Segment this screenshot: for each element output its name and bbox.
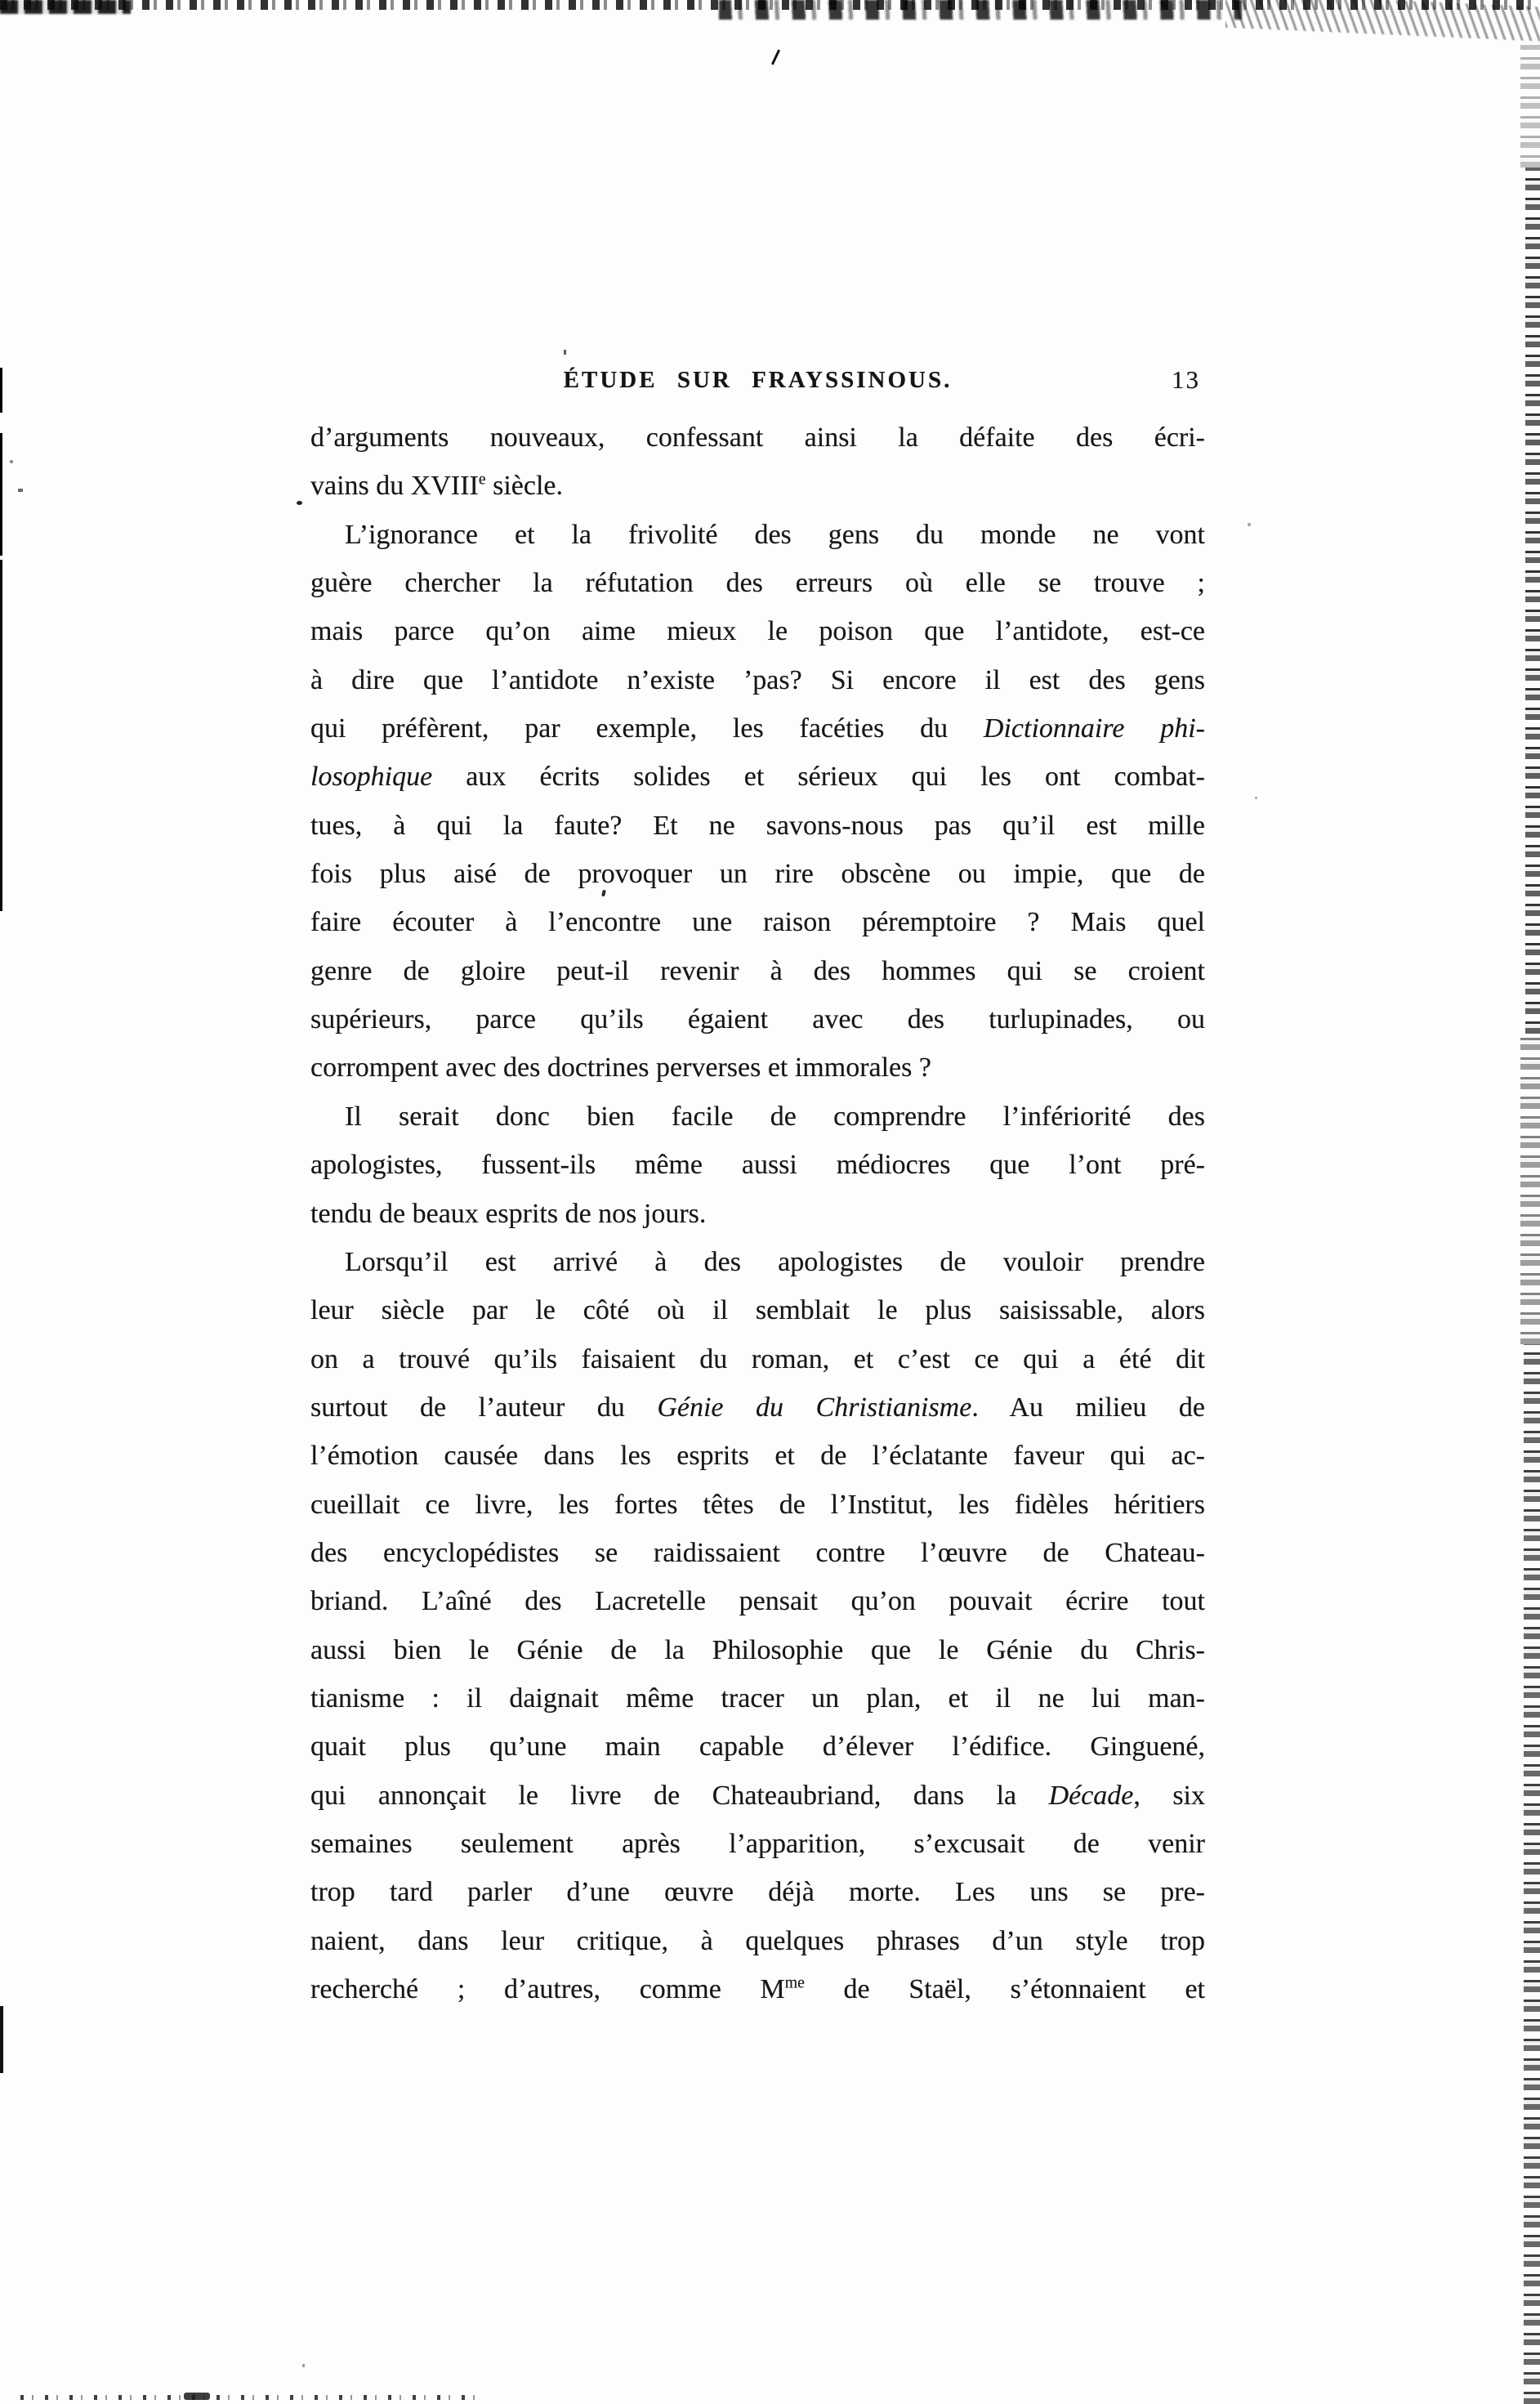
paragraph	[310, 1093, 1205, 1238]
scan-noise-left-tick	[0, 2006, 3, 2073]
paragraph	[310, 413, 1205, 511]
text-line: d’arguments nouveaux, confessant ainsi la défaite des écri-	[310, 422, 1205, 453]
scan-noise-bottom-blot	[184, 2393, 210, 2400]
text-line: tues, à qui la faute? Et ne savons-nous pas qu’il est mille	[310, 810, 1205, 841]
text-line: Lorsqu’il est arrivé à des apologistes de vouloir prendre	[345, 1246, 1205, 1277]
text-line: losophique aux écrits solides et sérieux qui les ont combat-	[310, 762, 1205, 793]
scan-noise-speck	[1248, 523, 1251, 526]
text-line: recherché ; d’autres, comme $M^{me}$ de Staël, s’étonnaient et	[310, 1973, 1205, 2004]
text-line: on a trouvé qu’ils faisaient du roman, et c’est ce qui a été dit	[310, 1343, 1205, 1374]
scan-noise-speck	[10, 460, 13, 463]
text-line: qui préfèrent, par exemple, les facéties du Dictionnaire phi-	[310, 713, 1205, 744]
text-line: tianisme : il daignait même tracer un plan, et il ne lui man-	[310, 1682, 1205, 1714]
text-line: trop tard parler d’une œuvre déjà morte. Les uns se pre-	[310, 1877, 1205, 1908]
paragraph	[310, 511, 1205, 1093]
text-line: corrompent avec des doctrines perverses et immorales ?	[310, 1052, 931, 1084]
scan-noise-bottom-edge	[20, 2395, 478, 2400]
text-line: l’émotion causée dans les esprits et de l’éclatante faveur qui ac-	[310, 1441, 1205, 1472]
text-line: vains du XVIIIe siècle.	[310, 471, 563, 502]
text-line: qui annonçait le livre de Chateaubriand, dans la Décade, six	[310, 1780, 1205, 1811]
scan-noise-speck	[302, 2364, 305, 2367]
text-line: leur siècle par le côté où il semblait le plus saisissable, alors	[310, 1295, 1205, 1326]
text-line: des encyclopédistes se raidissaient contre l’œuvre de Chateau-	[310, 1537, 1205, 1568]
text-line: faire écouter à l’encontre une raison péremptoire ? Mais quel	[310, 907, 1205, 938]
text-line: semaines seulement après l’apparition, s’excusait de venir	[310, 1828, 1205, 1859]
text-line: briand. L’aîné des Lacretelle pensait qu’on pouvait écrire tout	[310, 1586, 1205, 1617]
text-line: genre de gloire peut-il revenir à des hommes qui se croient	[310, 955, 1205, 986]
text-line: quait plus qu’une main capable d’élever l’édifice. Ginguené,	[310, 1732, 1205, 1763]
scan-noise-speck	[564, 350, 566, 355]
header-title: ÉTUDE SUR FRAYSSINOUS.	[563, 367, 953, 393]
paragraph	[310, 1238, 1205, 2014]
scan-noise-top-left	[0, 0, 131, 14]
scan-noise-left-line	[0, 560, 2, 911]
scan-noise-right-gutter	[1520, 0, 1540, 2404]
text-line: mais parce qu’on aime mieux le poison que l’antidote, est-ce	[310, 616, 1205, 647]
scan-noise-speck	[18, 489, 23, 492]
scan-noise-top-blotch	[719, 0, 1242, 20]
text-line: L’ignorance et la frivolité des gens du monde ne vont	[345, 519, 1205, 550]
text-line: Il serait donc bien facile de comprendre l’infériorité des	[345, 1101, 1205, 1132]
text-line: cueillait ce livre, les fortes têtes de l’Institut, les fidèles héritiers	[310, 1489, 1205, 1520]
text-line: surtout de l’auteur du Génie du Christianisme. Au milieu de	[310, 1392, 1206, 1423]
text-line: naient, dans leur critique, à quelques phrases d’un style trop	[310, 1925, 1205, 1956]
text-line: aussi bien le Génie de la Philosophie que le Génie du Chris-	[310, 1634, 1205, 1665]
page-number: 13	[1172, 365, 1200, 394]
scan-noise-speck	[1255, 797, 1257, 799]
scan-noise-slash	[771, 49, 780, 65]
scan-noise-top-right	[1225, 0, 1540, 41]
scan-noise-left-line	[0, 368, 2, 556]
text-line: supérieurs, parce qu’ils égaient avec des turlupinades, ou	[310, 1004, 1205, 1035]
text-line: apologistes, fussent-ils même aussi médiocres que l’ont pré-	[310, 1150, 1205, 1181]
body-text	[310, 413, 1205, 2013]
scan-noise-dot	[297, 501, 302, 505]
text-line: guère chercher la réfutation des erreurs où elle se trouve ;	[310, 568, 1205, 599]
text-line: à dire que l’antidote n’existe ’pas? Si encore il est des gens	[310, 664, 1205, 695]
text-line: fois plus aisé de provoquer un rire obscène ou impie, que de	[310, 859, 1205, 890]
scan-noise-top-edge	[0, 0, 1540, 10]
text-line: tendu de beaux esprits de nos jours.	[310, 1198, 707, 1229]
running-header	[310, 367, 1205, 401]
